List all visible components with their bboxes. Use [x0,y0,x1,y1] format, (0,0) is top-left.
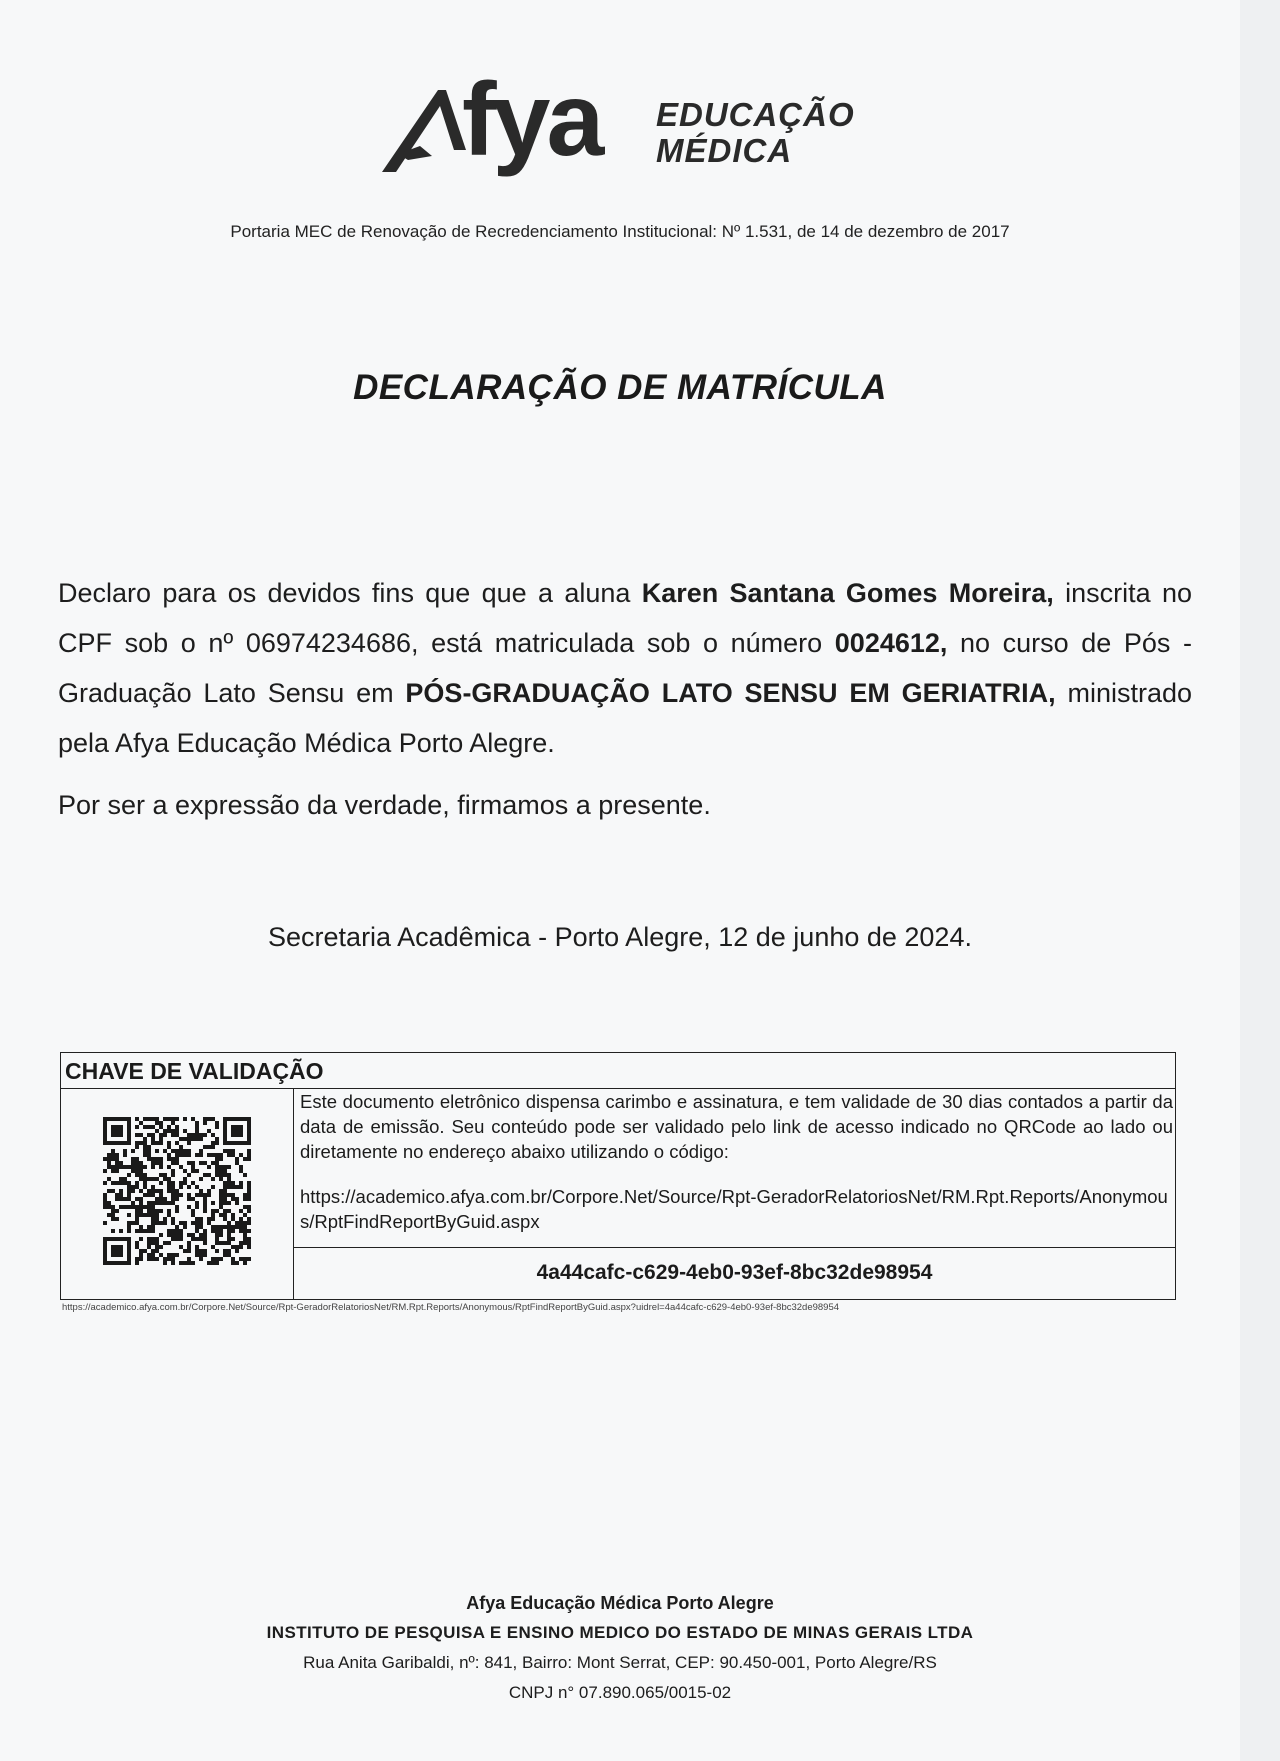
validation-code: 4a44cafc-c629-4eb0-93ef-8bc32de98954 [294,1247,1175,1300]
footer-name: Afya Educação Médica Porto Alegre [466,1593,774,1613]
full-validation-url[interactable]: https://academico.afya.com.br/Corpore.Net/Source/Rpt-GeradorRelatoriosNet/RM.Rpt.Reports/Anonymous/RptFindReportByGuid.aspx?uidrel=4a44cafc-c629-4eb0-93ef-8bc32de98954 [62,1302,840,1313]
qr-cell [61,1089,294,1299]
footer-cnpj: CNPJ n° 07.890.065/0015-02 [508,1683,732,1702]
portaria-line: Portaria MEC de Renovação de Recredenciamento Institucional: Nº 1.531, de 14 de dezembro de 2017 [230,222,1010,241]
validation-box [60,1052,1176,1300]
logo-line-medica: MÉDICA [656,132,793,169]
place-date: Secretaria Acadêmica - Porto Alegre, 12 de junho de 2024. [268,922,972,952]
footer [0,1588,1240,1708]
validation-info-cell [294,1089,1175,1299]
document-title: DECLARAÇÃO DE MATRÍCULA [353,368,887,407]
body-part-3: no curso de Pós - Graduação Lato Sensu em [58,628,1192,708]
afya-logo [380,62,860,188]
student-name: Karen Santana Gomes Moreira, [641,578,1054,608]
body-part-4: ministrado pela Afya Educação Médica Porto Alegre. [58,678,1193,758]
closing-sentence: Por ser a expressão da verdade, firmamos a presente. [58,790,711,820]
footer-address: Rua Anita Garibaldi, nº: 841, Bairro: Mont Serrat, CEP: 90.450-001, Porto Alegre/RS [303,1653,937,1672]
validation-url[interactable]: https://academico.afya.com.br/Corpore.Net/Source/Rpt-GeradorRelatoriosNet/RM.Rpt.Reports/Anonymous/RptFindReportByGuid.aspx [300,1186,1168,1232]
body-part-2: inscrita no CPF sob o nº 06974234686, está matriculada sob o número [58,578,1192,658]
course-name: PÓS-GRADUAÇÃO LATO SENSU EM GERIATRIA, [405,678,1056,708]
validation-description: Este documento eletrônico dispensa carimbo e assinatura, e tem validade de 30 dias contados a partir da data de emissão. Seu conteúdo pode ser validado pelo link de acesso indicado no QRCode ao lado ou diretamente no endereço abaixo utilizando o código: [300,1091,1173,1162]
footer-institution: INSTITUTO DE PESQUISA E ENSINO MEDICO DO ESTADO DE MINAS GERAIS LTDA [266,1623,974,1642]
body-part-1: Declaro para os devidos fins que que a aluna [58,578,642,608]
enrollment-number: 0024612, [834,628,948,658]
logo-word: fya [462,62,601,178]
qr-code-icon[interactable] [103,1117,251,1265]
logo-line-educacao: EDUCAÇÃO [656,96,855,133]
validation-header: CHAVE DE VALIDAÇÃO [61,1053,1175,1089]
declaration-paragraph [58,568,1192,768]
